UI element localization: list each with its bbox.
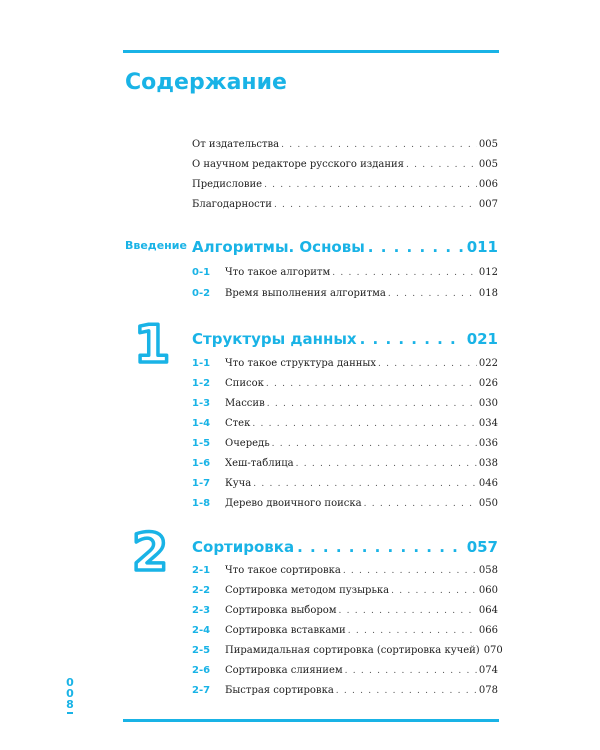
section-number: 2-5	[192, 645, 211, 656]
dot-leader	[343, 563, 477, 579]
toc-entry[interactable]	[225, 623, 498, 639]
chapter-heading-1[interactable]	[192, 328, 498, 350]
section-number: 2-2	[192, 585, 211, 596]
toc-entry-page: 005	[478, 139, 498, 150]
toc-entry[interactable]	[225, 663, 498, 679]
dot-leader	[391, 583, 477, 599]
bottom-rule	[123, 719, 499, 722]
dot-leader	[272, 436, 477, 452]
toc-entry[interactable]	[225, 456, 498, 472]
toc-entry[interactable]	[225, 583, 498, 599]
toc-entry[interactable]	[225, 476, 498, 492]
section-number: 2-4	[192, 625, 211, 636]
toc-entry-page: 038	[478, 458, 498, 469]
section-number: 1-5	[192, 438, 211, 449]
toc-entry-page: 066	[478, 625, 498, 636]
chapter-number-1	[128, 310, 178, 370]
toc-entry-page: 018	[478, 288, 498, 299]
toc-entry-page: 058	[478, 565, 498, 576]
toc-entry[interactable]	[225, 496, 498, 512]
section-number: 0-2	[192, 288, 211, 299]
toc-entry-label: Дерево двоичного поиска	[225, 498, 362, 509]
section-number: 1-6	[192, 458, 211, 469]
toc-entry-label: Куча	[225, 478, 252, 489]
dot-leader	[332, 265, 477, 281]
page-number-digit: 0	[66, 676, 74, 689]
toc-entry-label: Хеш-таблица	[225, 458, 294, 469]
dot-leader	[266, 376, 477, 392]
toc-entry-label: Что такое сортировка	[225, 565, 341, 576]
toc-entry-label: О научном редакторе русского издания	[192, 159, 404, 170]
toc-entry-page: 034	[478, 418, 498, 429]
svg-text:1: 1	[134, 315, 171, 370]
dot-leader	[348, 623, 477, 639]
chapter-title: Структуры данных	[192, 330, 357, 348]
toc-entry[interactable]	[225, 376, 498, 392]
toc-entry-page: 070	[483, 645, 503, 656]
section-number: 2-3	[192, 605, 211, 616]
top-rule	[123, 50, 499, 53]
toc-entry-label: Пирамидальная сортировка (сортировка кучей)	[225, 645, 480, 656]
chapter-heading-2[interactable]	[192, 536, 498, 558]
section-number: 2-6	[192, 665, 211, 676]
page-number-digit: 0	[66, 687, 74, 700]
toc-entry-page: 046	[478, 478, 498, 489]
toc-entry[interactable]	[225, 396, 498, 412]
page-number-dash	[67, 712, 73, 714]
dot-leader	[253, 476, 477, 492]
section-number: 1-2	[192, 378, 211, 389]
dot-leader	[368, 236, 464, 258]
dot-leader	[296, 456, 477, 472]
toc-entry-label: Сортировка методом пузырька	[225, 585, 390, 596]
toc-entry-page: 026	[478, 378, 498, 389]
toc-entry[interactable]	[192, 137, 498, 153]
section-number: 1-7	[192, 478, 211, 489]
chapter-number-2	[128, 518, 178, 578]
toc-entry[interactable]	[225, 563, 498, 579]
toc-entry[interactable]	[225, 416, 498, 432]
chapter-page: 057	[466, 538, 498, 556]
dot-leader	[345, 663, 477, 679]
section-number: 1-8	[192, 498, 211, 509]
toc-entry-label: Массив	[225, 398, 265, 409]
page-title: Содержание	[125, 70, 287, 95]
section-number: 1-3	[192, 398, 211, 409]
dot-leader	[360, 328, 464, 350]
dot-leader	[264, 177, 477, 193]
toc-entry-label: Стек	[225, 418, 251, 429]
dot-leader	[364, 496, 477, 512]
toc-entry-page: 005	[478, 159, 498, 170]
page-number	[64, 677, 76, 714]
section-number: 2-7	[192, 685, 211, 696]
dot-leader	[378, 356, 477, 372]
toc-entry-label: Быстрая сортировка	[225, 685, 334, 696]
toc-entry[interactable]	[192, 177, 498, 193]
dot-leader	[406, 157, 477, 173]
chapter-title: Сортировка	[192, 538, 295, 556]
toc-entry-label: От издательства	[192, 139, 280, 150]
toc-entry[interactable]	[225, 603, 498, 619]
dot-leader	[339, 603, 477, 619]
toc-entry-page: 012	[478, 267, 498, 278]
dot-leader	[388, 286, 477, 302]
section-number: 1-4	[192, 418, 211, 429]
toc-entry-page: 074	[478, 665, 498, 676]
toc-entry-label: Очередь	[225, 438, 270, 449]
toc-entry-label: Сортировка выбором	[225, 605, 337, 616]
toc-entry-label: Благодарности	[192, 199, 272, 210]
toc-entry-label: Предисловие	[192, 179, 263, 190]
dot-leader	[297, 536, 464, 558]
toc-entry-page: 036	[478, 438, 498, 449]
toc-entry[interactable]	[192, 197, 498, 213]
section-number: 2-1	[192, 565, 211, 576]
chapter-title: Алгоритмы. Основы	[192, 238, 365, 256]
toc-entry-page: 060	[478, 585, 498, 596]
toc-entry[interactable]	[225, 436, 498, 452]
section-number: 0-1	[192, 267, 211, 278]
toc-entry-label: Время выполнения алгоритма	[225, 288, 386, 299]
toc-entry[interactable]	[225, 265, 498, 281]
toc-entry-label: Сортировка вставками	[225, 625, 346, 636]
toc-entry-page: 064	[478, 605, 498, 616]
chapter-heading-intro[interactable]	[192, 236, 498, 258]
dot-leader	[274, 197, 477, 213]
toc-entry-page: 006	[478, 179, 498, 190]
toc-entry-label: Сортировка слиянием	[225, 665, 343, 676]
dot-leader	[281, 137, 477, 153]
chapter-page: 011	[466, 238, 498, 256]
dot-leader	[267, 396, 477, 412]
toc-entry[interactable]	[225, 643, 503, 659]
toc-entry-page: 078	[478, 685, 498, 696]
toc-entry-page: 007	[478, 199, 498, 210]
toc-entry-label: Что такое алгоритм	[225, 267, 331, 278]
section-number: 1-1	[192, 358, 211, 369]
page-number-digit: 8	[66, 698, 74, 711]
toc-entry-page: 030	[478, 398, 498, 409]
toc-entry-page: 050	[478, 498, 498, 509]
toc-entry[interactable]	[225, 683, 498, 699]
toc-entry[interactable]	[192, 157, 498, 173]
toc-entry[interactable]	[225, 286, 498, 302]
toc-entry-label: Что такое структура данных	[225, 358, 376, 369]
toc-entry-page: 022	[478, 358, 498, 369]
dot-leader	[252, 416, 477, 432]
toc-entry-label: Список	[225, 378, 264, 389]
svg-text:2: 2	[132, 523, 169, 578]
dot-leader	[336, 683, 477, 699]
chapter-page: 021	[466, 330, 498, 348]
toc-entry[interactable]	[225, 356, 498, 372]
intro-tag: Введение	[125, 239, 187, 252]
